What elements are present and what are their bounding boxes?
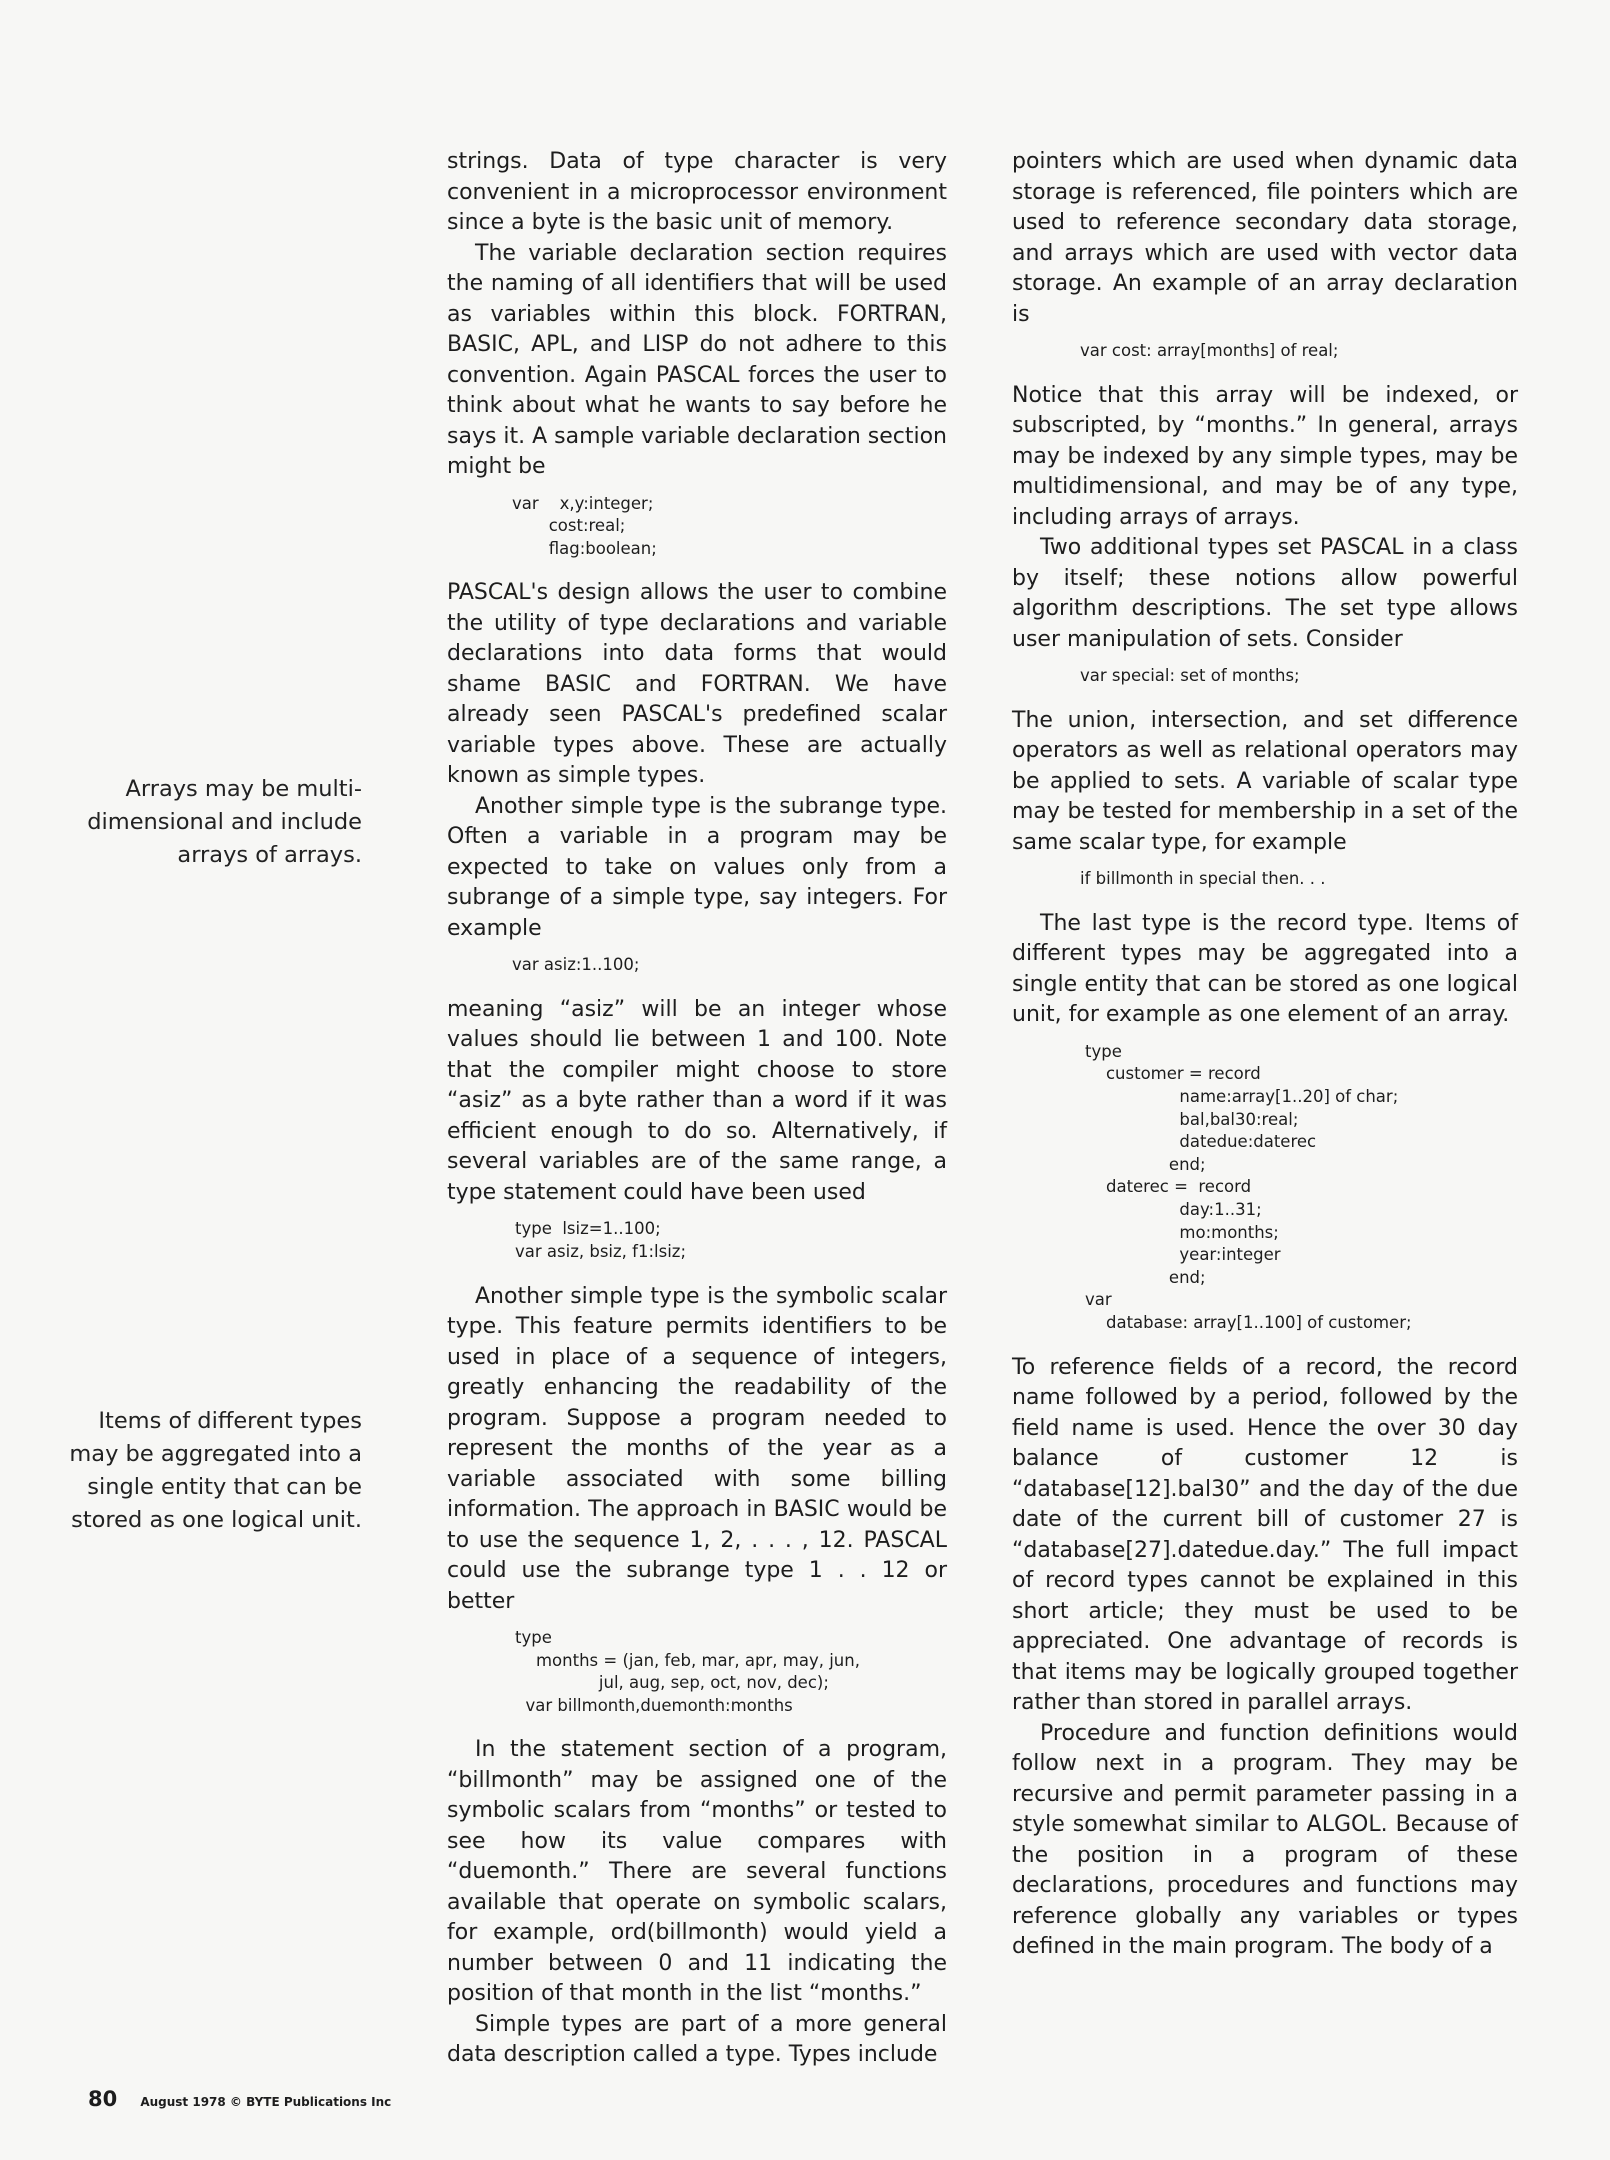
paragraph: strings. Data of type character is very convenient in a microprocessor environment since a byte is the basic unit of memory. xyxy=(447,149,947,235)
code-block: type lsiz=1..100; var asiz, bsiz, f1:lsiz; xyxy=(515,1219,687,1261)
paragraph: To reference fields of a record, the record name followed by a period, followed by the field name is used. Hence the over 30 day balance of customer 12 is “database[12].bal30” and the day of the due date of the current bill of customer 27 is “database[27].datedue.day.” The full impact of record types cannot be explained in this short article; they must be used to be appreciated. One advantage of records is that items may be logically grouped together rather than stored in parallel arrays. xyxy=(1012,1354,1518,1715)
paragraph: The last type is the record type. Items of different types may be aggregated into a single entity that can be stored as one logical unit, for example as one element of an array. xyxy=(1012,910,1518,1028)
margin-note-arrays: Arrays may be multi-dimensional and include arrays of arrays. xyxy=(87,776,362,868)
code-block: var cost: array[months] of real; xyxy=(1080,341,1339,360)
paragraph: The variable declaration section requires the naming of all identifiers that will be used as variables within this block. FORTRAN, BASIC, APL, and LISP do not adhere to this convention. Again PASCAL forces the user to think about what he wants to say before he says it. A sample variable declaration section might be xyxy=(447,240,947,479)
footer-publication: August 1978 © BYTE Publications Inc xyxy=(140,2095,392,2109)
page-footer xyxy=(88,2087,391,2111)
paragraph: Procedure and function definitions would follow next in a program. They may be recursive and permit parameter passing in a style somewhat similar to ALGOL. Because of the position in a program of these declarations, procedures and functions may reference globally any variables or types defined in the main program. The body of a xyxy=(1012,1720,1518,1959)
margin-note-records: Items of different types may be aggregated into a single entity that can be stored as one logical unit. xyxy=(69,1408,362,1533)
paragraph: Another simple type is the subrange type. Often a variable in a program may be expected to take on values only from a subrange of a simple type, say integers. For example xyxy=(447,793,947,941)
paragraph: In the statement section of a program, “billmonth” may be assigned one of the symbolic scalars from “months” or tested to see how its value compares with “duemonth.” There are several functions available that operate on symbolic scalars, for example, ord(billmonth) would yield a number between 0 and 11 indicating the position of that month in the list “months.” xyxy=(447,1737,947,2007)
paragraph: Two additional types set PASCAL in a class by itself; these notions allow powerful algorithm descriptions. The set type allows user manipulation of sets. Consider xyxy=(1012,535,1518,652)
paragraph: Another simple type is the symbolic scalar type. This feature permits identifiers to be used in place of a sequence of integers, greatly enhancing the readability of the program. Suppose a program needed to represent the months of the year as a variable associated with some billing information. The approach in BASIC would be to use the sequence 1, 2, . . . , 12. PASCAL could use the subrange type 1 . . 12 or better xyxy=(447,1283,947,1614)
code-block: var x,y:integer; cost:real; flag:boolean; xyxy=(512,493,657,558)
text-column-left xyxy=(447,147,947,2071)
code-block: type customer = record name:array[1..20] of char; bal,bal30:real; datedue:daterec end; daterec = record day:1..31; mo:months; year:integer end; var database: array[1..100] of customer; xyxy=(1085,1041,1412,1332)
paragraph: Simple types are part of a more general data description called a type. Types include xyxy=(447,2011,947,2068)
paragraph: PASCAL's design allows the user to combine the utility of type declarations and variable declarations into data forms that would shame BASIC and FORTRAN. We have already seen PASCAL's predefined scalar variable types above. These are actually known as simple types. xyxy=(447,580,947,789)
code-block: type months = (jan, feb, mar, apr, may, jun, jul, aug, sep, oct, nov, dec); var billmonth,duemonth:months xyxy=(515,1628,860,1715)
code-block: var asiz:1..100; xyxy=(512,955,640,975)
text-column-right xyxy=(1012,147,1518,1963)
page-number: 80 xyxy=(88,2087,118,2111)
code-block: var special: set of months; xyxy=(1080,666,1300,686)
paragraph: The union, intersection, and set difference operators as well as relational operators may be applied to sets. A variable of scalar type may be tested for membership in a set of the same scalar type, for example xyxy=(1012,707,1518,855)
paragraph: Notice that this array will be indexed, or subscripted, by “months.” In general, arrays may be indexed by any simple types, may be multidimensional, and may be of any type, including arrays of arrays. xyxy=(1012,382,1518,530)
paragraph: meaning “asiz” will be an integer whose values should lie between 1 and 100. Note that the compiler might choose to store “asiz” as a byte rather than a word if it was efficient enough to do so. Alternatively, if several variables are of the same range, a type statement could have been used xyxy=(447,996,947,1205)
paragraph: pointers which are used when dynamic data storage is referenced, file pointers which are used to reference secondary data storage, and arrays which are used with vector data storage. An example of an array declaration is xyxy=(1012,149,1518,327)
code-block: if billmonth in special then. . . xyxy=(1080,869,1326,889)
